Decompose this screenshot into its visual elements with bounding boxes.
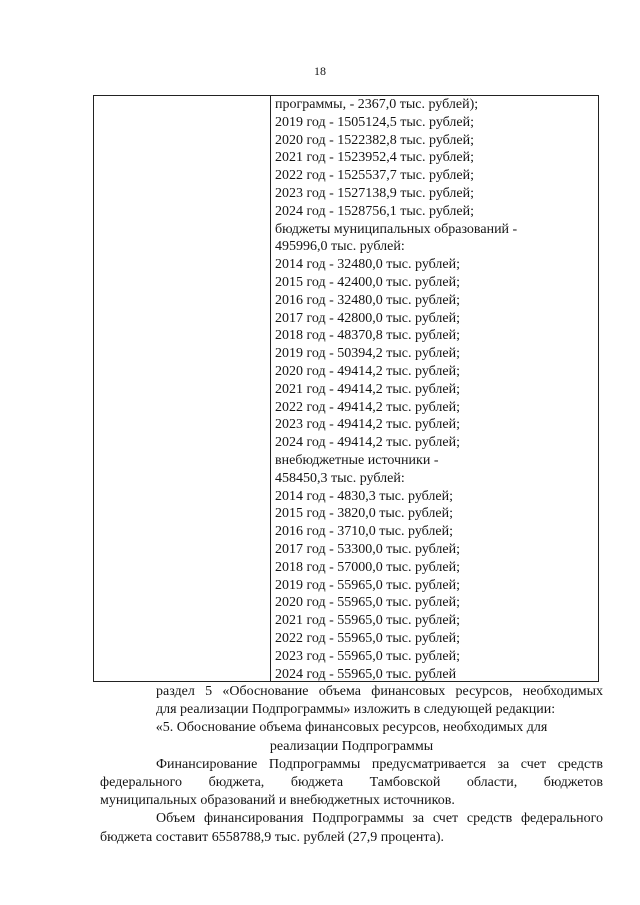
table-line: 2024 год - 1528756,1 тыс. рублей;: [275, 203, 475, 219]
table-line: 2018 год - 57000,0 тыс. рублей;: [275, 559, 461, 575]
text-line: бюджета составит 6558788,9 тыс. рублей (27,9 процента).: [100, 829, 445, 845]
table-line: 2024 год - 49414,2 тыс. рублей;: [275, 435, 461, 451]
table-line: 2015 год - 42400,0 тыс. рублей;: [275, 274, 461, 290]
table-line: 2017 год - 53300,0 тыс. рублей;: [275, 541, 461, 557]
funding-table: [93, 95, 599, 682]
table-line: 2016 год - 32480,0 тыс. рублей;: [275, 292, 461, 308]
table-line: 2014 год - 4830,3 тыс. рублей;: [275, 488, 454, 504]
table-line: 2016 год - 3710,0 тыс. рублей;: [275, 524, 454, 540]
table-right-cell: [275, 96, 595, 683]
text-line: Объем финансирования Подпрограммы за счет средств федерального: [156, 811, 603, 827]
page-number: 18: [314, 64, 326, 78]
text-line: муниципальных образований и внебюджетных источников.: [100, 793, 455, 809]
text-line: «5. Обоснование объема финансовых ресурсов, необходимых для: [155, 720, 548, 736]
table-line: 2019 год - 50394,2 тыс. рублей;: [275, 346, 461, 362]
text-line: реализации Подпрограммы: [269, 738, 434, 754]
body-text: [100, 683, 603, 847]
paragraph-federal-budget: [100, 810, 603, 846]
table-line: внебюджетные источники -: [275, 452, 439, 468]
table-line: 2020 год - 55965,0 тыс. рублей;: [275, 595, 461, 611]
paragraph-financing-sources: [100, 756, 603, 811]
table-line: 2014 год - 32480,0 тыс. рублей;: [275, 257, 461, 273]
table-line: 458450,3 тыс. рублей:: [275, 470, 405, 486]
table-line: программы, - 2367,0 тыс. рублей);: [275, 97, 479, 112]
section-heading: [100, 719, 603, 755]
table-line: 2023 год - 55965,0 тыс. рублей;: [275, 648, 461, 664]
table-line: 2018 год - 48370,8 тыс. рублей;: [275, 328, 461, 344]
table-line: 2023 год - 49414,2 тыс. рублей;: [275, 417, 461, 433]
table-line: 2015 год - 3820,0 тыс. рублей;: [275, 506, 454, 522]
table-line: 2021 год - 55965,0 тыс. рублей;: [275, 613, 461, 629]
table-line: 2017 год - 42800,0 тыс. рублей;: [275, 310, 461, 326]
table-line: 2020 год - 1522382,8 тыс. рублей;: [275, 132, 475, 148]
table-line: 2021 год - 49414,2 тыс. рублей;: [275, 381, 461, 397]
table-line: 2024 год - 55965,0 тыс. рублей: [275, 666, 457, 682]
table-line: 2019 год - 1505124,5 тыс. рублей;: [275, 114, 475, 130]
table-line: 2022 год - 49414,2 тыс. рублей;: [275, 399, 461, 415]
table-line: 2019 год - 55965,0 тыс. рублей;: [275, 577, 461, 593]
table-column-divider: [270, 96, 271, 681]
text-line: Финансирование Подпрограммы предусматривается за счет средств: [156, 756, 603, 772]
table-line: 2021 год - 1523952,4 тыс. рублей;: [275, 150, 475, 166]
table-line: 2023 год - 1527138,9 тыс. рублей;: [275, 185, 475, 201]
table-line: 2022 год - 55965,0 тыс. рублей;: [275, 630, 461, 646]
table-line: 2020 год - 49414,2 тыс. рублей;: [275, 363, 461, 379]
text-line: федерального бюджета, бюджета Тамбовской области, бюджетов: [100, 775, 603, 791]
paragraph-section-intro: [100, 683, 603, 719]
table-line: 495996,0 тыс. рублей:: [275, 239, 405, 255]
table-line: 2022 год - 1525537,7 тыс. рублей;: [275, 168, 475, 184]
table-line: бюджеты муниципальных образований -: [275, 221, 518, 237]
text-line: для реализации Подпрограммы» изложить в следующей редакции:: [156, 702, 556, 718]
text-line: раздел 5 «Обоснование объема финансовых ресурсов, необходимых: [156, 684, 603, 699]
